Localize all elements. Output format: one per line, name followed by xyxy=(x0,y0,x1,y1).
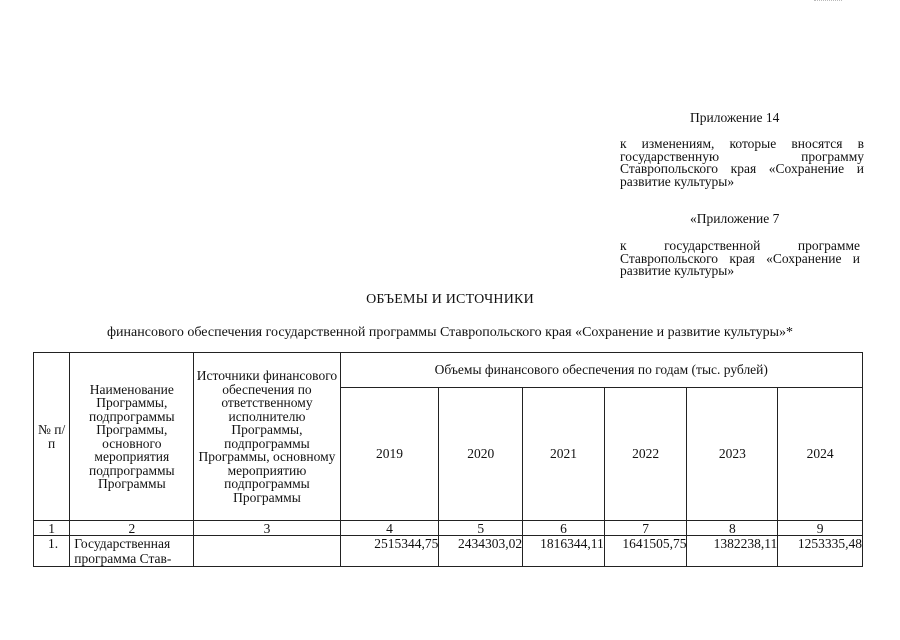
header-volumes: Объемы финансового обеспечения по годам (тыс. рублей) xyxy=(340,353,862,388)
column-number: 5 xyxy=(439,521,523,536)
appendix-text: к изменениям, которые вносятся в государственную программу Ставропольского края «Сохранение и развитие культуры» xyxy=(620,136,864,189)
header-year: 2020 xyxy=(439,388,523,521)
column-number: 6 xyxy=(523,521,605,536)
header-num: № п/п xyxy=(34,353,70,521)
row-source xyxy=(194,536,340,567)
column-number: 9 xyxy=(778,521,863,536)
row-value: 2515344,75 xyxy=(340,536,439,567)
row-number: 1. xyxy=(34,536,70,567)
row-value: 1641505,75 xyxy=(604,536,687,567)
row-value: 1816344,11 xyxy=(523,536,605,567)
scan-artifact xyxy=(814,0,842,7)
header-year: 2024 xyxy=(778,388,863,521)
row-value: 2434303,02 xyxy=(439,536,523,567)
header-year: 2023 xyxy=(687,388,778,521)
table-row xyxy=(34,536,863,567)
column-number: 7 xyxy=(604,521,687,536)
document-subtitle: финансового обеспечения государственной программы Ставропольского края «Сохранение и развитие культуры»* xyxy=(106,325,794,340)
header-year: 2021 xyxy=(523,388,605,521)
column-number: 3 xyxy=(194,521,340,536)
header-year: 2019 xyxy=(340,388,439,521)
header-source: Источники финансового обеспечения по ответственному исполнителю Программы, подпрограммы Программы, основному мероприятию подпрограммы Программы xyxy=(194,353,340,521)
column-number: 8 xyxy=(687,521,778,536)
row-value: 1253335,48 xyxy=(778,536,863,567)
column-number: 2 xyxy=(70,521,194,536)
appendix7-title: «Приложение 7 xyxy=(690,211,780,226)
column-number: 1 xyxy=(34,521,70,536)
header-name: Наименование Программы, подпрограммы Программы, основного мероприятия подпрограммы Программы xyxy=(70,353,194,521)
document-title: ОБЪЕМЫ И ИСТОЧНИКИ xyxy=(366,292,534,307)
row-value: 1382238,11 xyxy=(687,536,778,567)
financing-table xyxy=(33,352,863,567)
column-number: 4 xyxy=(340,521,439,536)
appendix-title: Приложение 14 xyxy=(690,110,780,125)
row-name: Государственная программа Став- xyxy=(70,536,194,567)
appendix7-text: к государственной программе Ставропольского края «Сохранение и развитие культуры» xyxy=(620,238,860,278)
header-year: 2022 xyxy=(604,388,687,521)
